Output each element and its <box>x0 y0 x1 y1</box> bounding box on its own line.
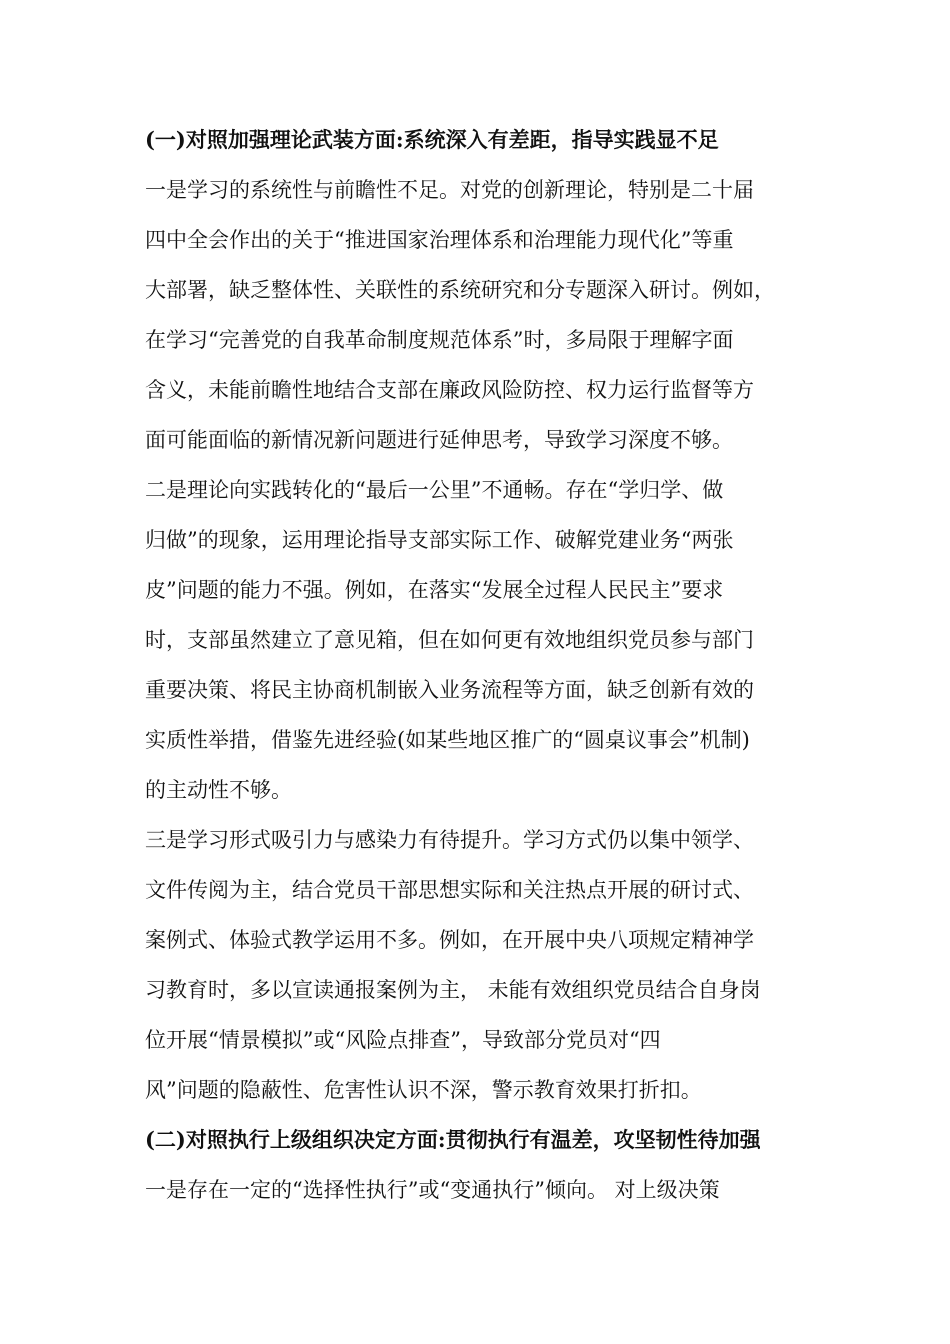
paragraph-line: 归做”的现象，运用理论指导支部实际工作、破解党建业务“两张 <box>145 528 734 552</box>
paragraph-line: 时，支部虽然建立了意见箱，但在如何更有效地组织党员参与部门 <box>145 628 754 652</box>
paragraph-line: 一是学习的系统性与前瞻性不足。对党的创新理论，特别是二十届 <box>145 178 754 202</box>
paragraph-line: 在学习“完善党的自我革命制度规范体系”时，多局限于理解字面 <box>145 328 734 352</box>
section-heading-1: (一)对照加强理论武装方面:系统深入有差距，指导实践显不足 <box>145 127 719 152</box>
paragraph-line: 二是理论向实践转化的“最后一公里”不通畅。存在“学归学、做 <box>145 478 724 502</box>
paragraph-line: 大部署，缺乏整体性、关联性的系统研究和分专题深入研讨。例如， <box>145 278 775 302</box>
paragraph-line: 重要决策、将民主协商机制嵌入业务流程等方面，缺乏创新有效的 <box>145 678 754 702</box>
section-heading-2: (二)对照执行上级组织决定方面:贯彻执行有温差，攻坚韧性待加强 <box>145 1127 761 1152</box>
paragraph-line: 一是存在一定的“选择性执行”或“变通执行”倾向。 对上级决策 <box>145 1178 720 1202</box>
paragraph-line: 三是学习形式吸引力与感染力有待提升。学习方式仍以集中领学、 <box>145 828 754 852</box>
paragraph-line: 习教育时，多以宣读通报案例为主， 未能有效组织党员结合自身岗 <box>145 978 761 1002</box>
paragraph-line: 皮”问题的能力不强。例如，在落实“发展全过程人民民主”要求 <box>145 578 724 602</box>
paragraph-line: 实质性举措，借鉴先进经验(如某些地区推广的“圆桌议事会”机制) <box>145 728 750 752</box>
paragraph-line: 的主动性不够。 <box>145 778 292 802</box>
paragraph-line: 案例式、体验式教学运用不多。例如，在开展中央八项规定精神学 <box>145 928 754 952</box>
paragraph-line: 面可能面临的新情况新问题进行延伸思考，导致学习深度不够。 <box>145 428 733 452</box>
paragraph-line: 含义，未能前瞻性地结合支部在廉政风险防控、权力运行监督等方 <box>145 378 754 402</box>
paragraph-line: 四中全会作出的关于“推进国家治理体系和治理能力现代化”等重 <box>145 228 734 252</box>
paragraph-line: 文件传阅为主，结合党员干部思想实际和关注热点开展的研讨式、 <box>145 878 754 902</box>
paragraph-line: 位开展“情景模拟”或“风险点排查”，导致部分党员对“四 <box>145 1028 661 1052</box>
paragraph-line: 风”问题的隐蔽性、危害性认识不深，警示教育效果打折扣。 <box>145 1078 702 1102</box>
